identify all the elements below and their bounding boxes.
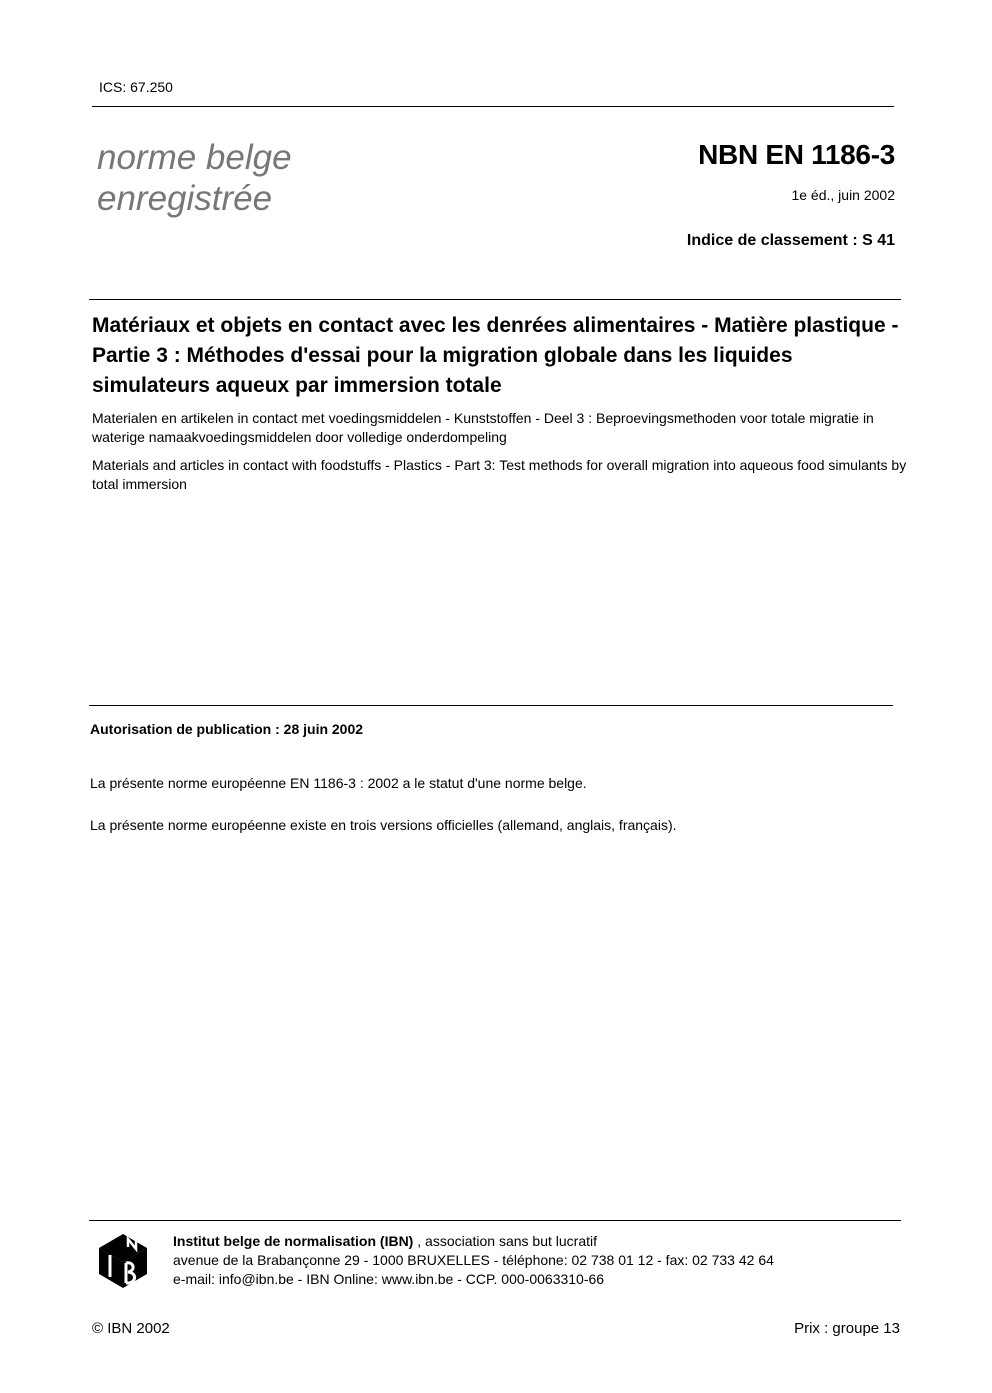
title-divider (89, 299, 901, 300)
statement-status: La présente norme européenne EN 1186-3 : 2002 a le statut d'une norme belge. (90, 775, 587, 791)
title-english: Materials and articles in contact with foodstuffs - Plastics - Part 3: Test methods for overall migration into aqueous food simulants by total immersion (92, 457, 907, 492)
brand-line-2: enregistrée (97, 179, 273, 218)
brand-line-1: norme belge (97, 138, 292, 177)
publication-divider (89, 705, 893, 706)
ics-code: ICS: 67.250 (99, 79, 173, 95)
institute-name: Institut belge de normalisation (IBN) (173, 1233, 414, 1249)
title-dutch: Materialen en artikelen in contact met voedingsmiddelen - Kunststoffen - Deel 3 : Beproevingsmethoden voor totale migratie in waterige namaakvoedingsmiddelen door volledige onderdompeling (92, 410, 874, 445)
publication-authorisation: Autorisation de publication : 28 juin 2002 (90, 721, 364, 737)
footer-address-block (173, 1232, 774, 1289)
institute-address: avenue de la Brabançonne 29 - 1000 BRUXELLES - téléphone: 02 738 01 12 - fax: 02 733 42 64 (173, 1252, 774, 1268)
footer-divider (89, 1220, 901, 1221)
brand-title (97, 137, 292, 219)
statement-versions: La présente norme européenne existe en trois versions officielles (allemand, anglais, français). (90, 817, 677, 833)
edition: 1e éd., juin 2002 (791, 187, 895, 203)
standard-code: NBN EN 1186-3 (698, 139, 895, 170)
institute-line (173, 1232, 774, 1251)
price-group: Prix : groupe 13 (794, 1320, 900, 1337)
ibn-logo-icon (98, 1233, 148, 1289)
copyright: © IBN 2002 (92, 1320, 170, 1337)
classification-index: Indice de classement : S 41 (686, 232, 895, 249)
institute-contact: e-mail: info@ibn.be - IBN Online: www.ibn.be - CCP. 000-0063310-66 (173, 1271, 605, 1287)
top-divider (92, 106, 894, 107)
title-french: Matériaux et objets en contact avec les denrées alimentaires - Matière plastique - Partie 3 : Méthodes d'essai pour la migration globale dans les liquides simulateurs aqueux par immersion totale (92, 314, 899, 397)
institute-suffix: , association sans but lucratif (413, 1233, 598, 1249)
